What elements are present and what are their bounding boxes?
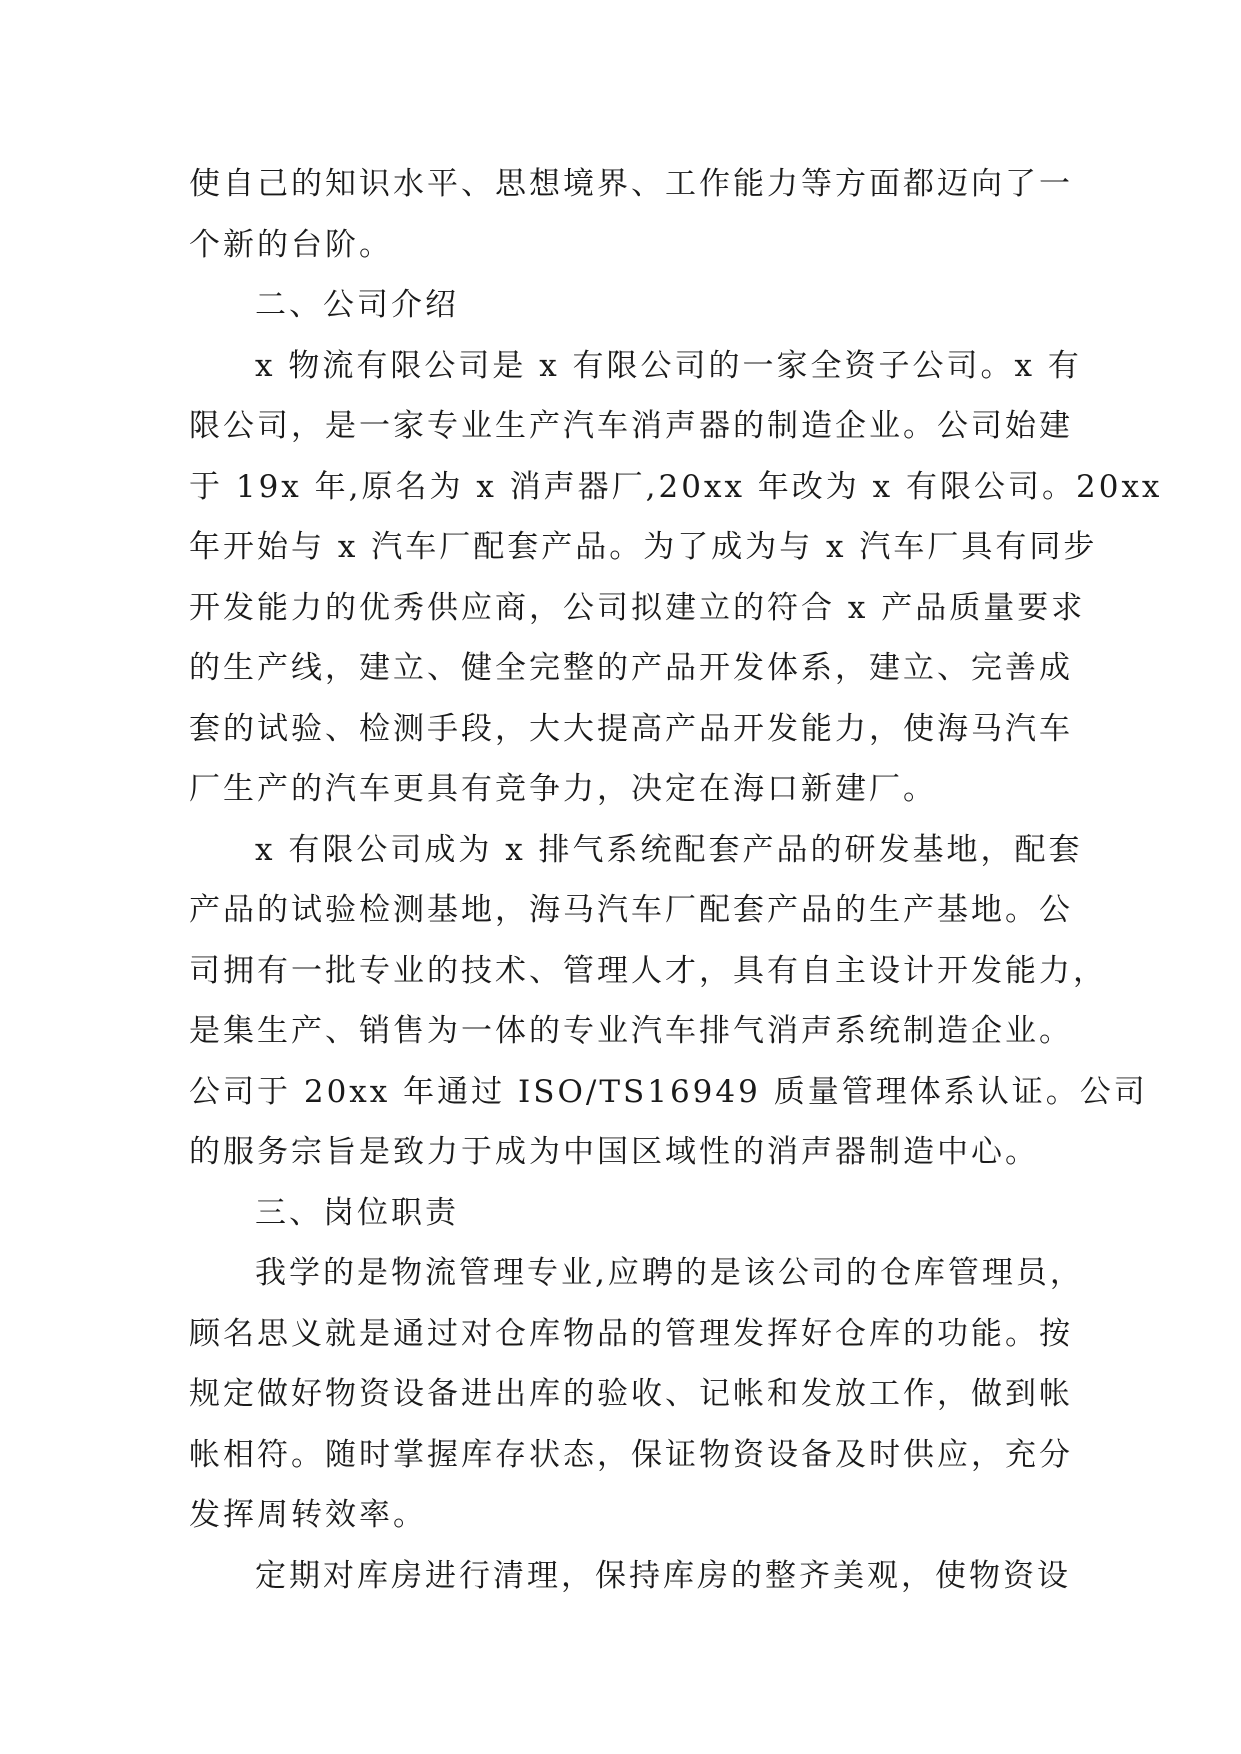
text-line: 使自己的知识水平、思想境界、工作能力等方面都迈向了一 (189, 166, 1073, 202)
text-line: x 物流有限公司是 x 有限公司的一家全资子公司。x 有 (255, 347, 1082, 384)
text-line: 个新的台阶。 (189, 226, 393, 263)
text-line: 的生产线，建立、健全完整的产品开发体系，建立、完善成 (189, 650, 1073, 686)
text-line: 开发能力的优秀供应商，公司拟建立的符合 x 产品质量要求 (189, 589, 1086, 626)
text-line: 年开始与 x 汽车厂配套产品。为了成为与 x 汽车厂具有同步 (189, 529, 1098, 565)
text-line: 厂生产的汽车更具有竞争力，决定在海口新建厂。 (189, 771, 937, 807)
text-line: 的服务宗旨是致力于成为中国区域性的消声器制造中心。 (189, 1134, 1039, 1170)
text-line: 司拥有一批专业的技术、管理人才，具有自主设计开发能力， (189, 952, 1107, 989)
text-line: 我学的是物流管理专业,应聘的是该公司的仓库管理员， (255, 1255, 1084, 1291)
text-line: 发挥周转效率。 (189, 1497, 427, 1533)
text-line: 是集生产、销售为一体的专业汽车排气消声系统制造企业。 (189, 1013, 1073, 1049)
text-line: 二、公司介绍 (255, 287, 459, 323)
text-line: 帐相符。随时掌握库存状态，保证物资设备及时供应，充分 (189, 1436, 1073, 1473)
text-line: 限公司，是一家专业生产汽车消声器的制造企业。公司始建 (189, 408, 1073, 444)
text-line: 产品的试验检测基地，海马汽车厂配套产品的生产基地。公 (189, 892, 1073, 928)
text-line: 规定做好物资设备进出库的验收、记帐和发放工作，做到帐 (189, 1376, 1073, 1412)
text-line: 定期对库房进行清理，保持库房的整齐美观，使物资设 (255, 1557, 1071, 1594)
text-line: 顾名思义就是通过对仓库物品的管理发挥好仓库的功能。按 (189, 1315, 1073, 1352)
text-line: 套的试验、检测手段，大大提高产品开发能力，使海马汽车 (189, 710, 1073, 747)
text-line: x 有限公司成为 x 排气系统配套产品的研发基地，配套 (255, 831, 1083, 868)
text-line: 于 19x 年,原名为 x 消声器厂,20xx 年改为 x 有限公司。20xx (189, 468, 1163, 505)
text-line: 三、岗位职责 (255, 1194, 459, 1231)
document-body (189, 154, 1163, 1606)
text-line: 公司于 20xx 年通过 ISO/TS16949 质量管理体系认证。公司 (189, 1073, 1148, 1110)
